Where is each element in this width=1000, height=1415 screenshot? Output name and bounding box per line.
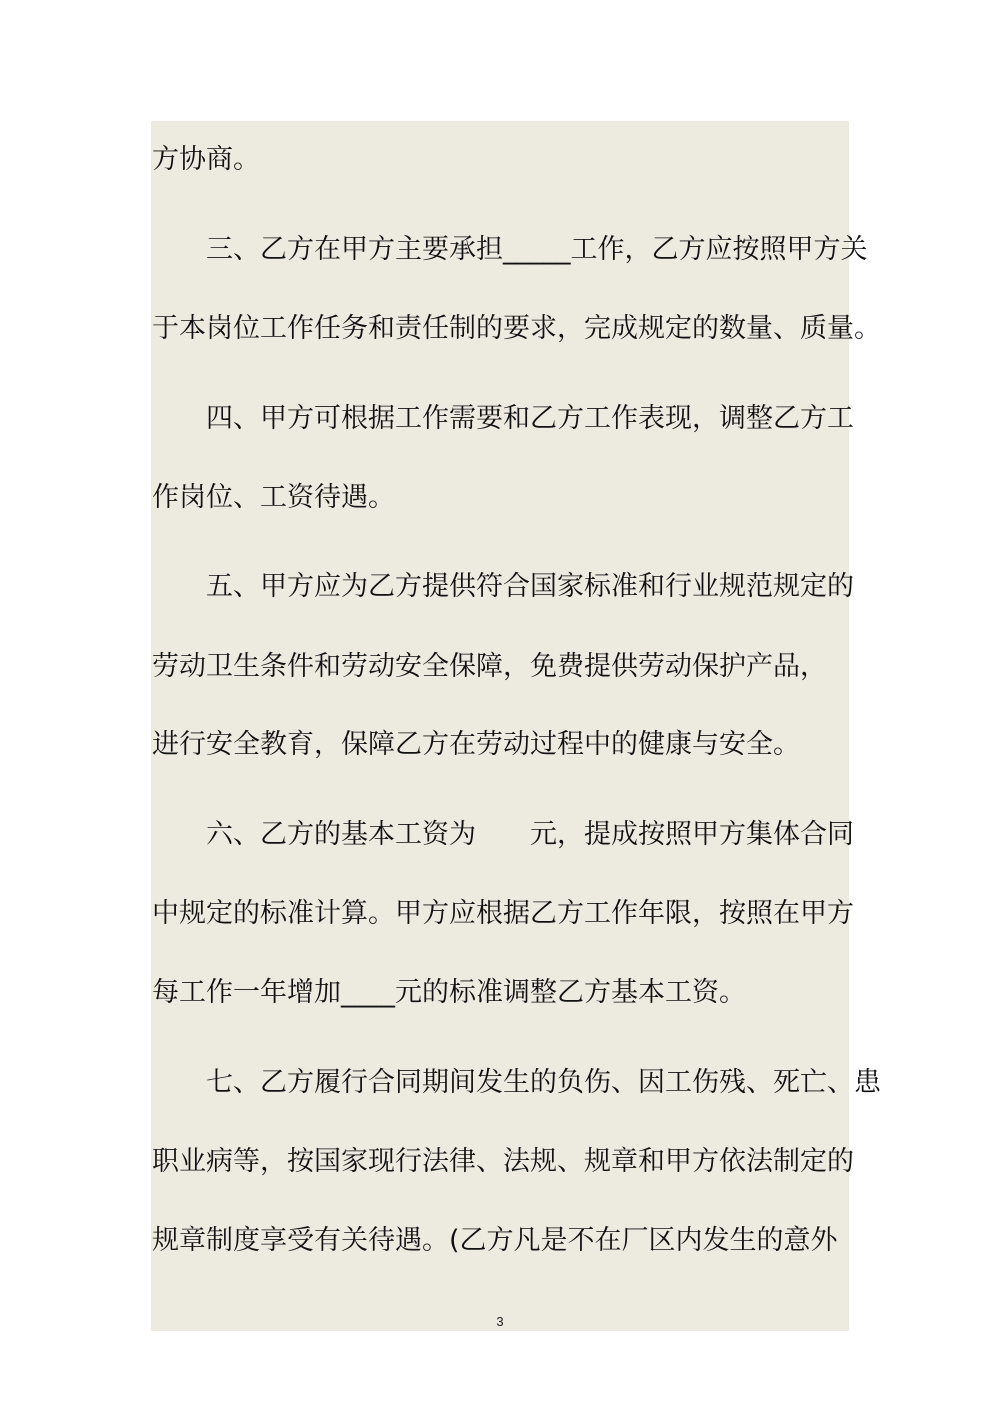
clause-6-line-2: 中规定的标准计算。甲方应根据乙方工作年限，按照在甲方 (152, 898, 854, 929)
clause-3-line-2: 于本岗位工作任务和责任制的要求，完成规定的数量、质量。 (152, 313, 881, 344)
clause-4-line-1: 四、甲方可根据工作需要和乙方工作表现，调整乙方工 (206, 403, 854, 434)
clause-7-line-2: 职业病等，按国家现行法律、法规、规章和甲方依法制定的 (152, 1146, 854, 1177)
clause-3-line-1: 三、乙方在甲方主要承担_____工作，乙方应按照甲方关 (206, 234, 868, 265)
page-number: 3 (496, 1314, 504, 1329)
clause-4-line-2: 作岗位、工资待遇。 (152, 482, 395, 513)
clause-7-line-1: 七、乙方履行合同期间发生的负伤、因工伤残、死亡、患 (206, 1067, 881, 1098)
clause-6-line-1: 六、乙方的基本工资为 元，提成按照甲方集体合同 (206, 819, 854, 850)
clause-6-line-3: 每工作一年增加____元的标准调整乙方基本工资。 (152, 977, 746, 1008)
text-line: 方协商。 (152, 144, 260, 175)
clause-5-line-2: 劳动卫生条件和劳动安全保障，免费提供劳动保护产品， (152, 651, 827, 682)
clause-5-line-3: 进行安全教育，保障乙方在劳动过程中的健康与安全。 (152, 729, 800, 760)
clause-5-line-1: 五、甲方应为乙方提供符合国家标准和行业规范规定的 (206, 571, 854, 602)
clause-7-line-3: 规章制度享受有关待遇。(乙方凡是不在厂区内发生的意外 (152, 1225, 838, 1256)
